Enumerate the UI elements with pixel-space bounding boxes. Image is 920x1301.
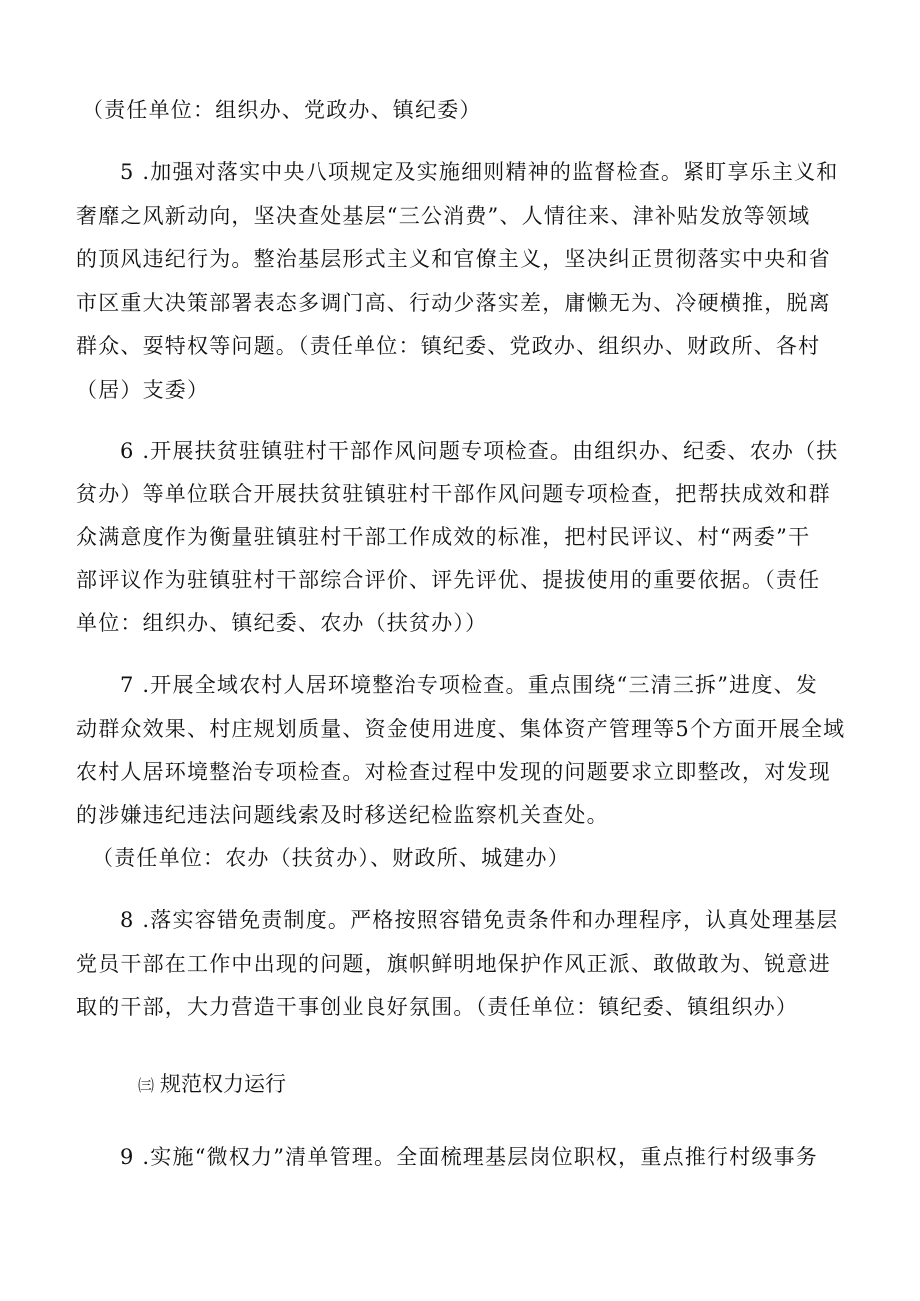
text-line: 市区重大决策部署表态多调门高、行动少落实差，庸懒无为、冷硬横推，脱离 [76,291,831,315]
text-line: 5 .加强对落实中央八项规定及实施细则精神的监督检查。紧盯享乐主义和 [120,160,839,184]
section-number: ㈢ [138,1076,155,1095]
text-line: （居）支委） [76,378,210,402]
text-line: 动群众效果、村庄规划质量、资金使用进度、集体资产管理等5个方面开展全域 [76,717,846,741]
text-line: 奢靡之风新动向，坚决查处基层“三公消费”、人情往来、津补贴发放等领域 [76,204,811,228]
section-heading [138,1070,286,1100]
text-line: （责任单位：农办（扶贫办）、财政所、城建办） [92,846,570,870]
text-line: 6 .开展扶贫驻镇驻村干部作风问题专项检查。由组织办、纪委、农办（扶 [120,439,839,463]
text-line: 的顶风违纪行为。整治基层形式主义和官僚主义，坚决纠正贯彻落实中央和省 [76,247,831,271]
text-line: 党员干部在工作中出现的问题，旗帜鲜明地保护作风正派、敢做敢为、锐意进 [76,952,831,976]
text-line: 8 .落实容错免责制度。严格按照容错免责条件和办理程序，认真处理基层 [120,908,839,932]
text-line: 众满意度作为衡量驻镇驻村干部工作成效的标准，把村民评议、村“两委”干 [76,525,811,549]
text-line: 单位：组织办、镇纪委、农办（扶贫办）） [76,611,488,635]
text-line: 7 .开展全域农村人居环境整治专项检查。重点围绕“三清三拆”进度、发 [120,673,818,697]
text-line: 9 .实施“微权力”清单管理。全面梳理基层岗位职权，重点推行村级事务 [120,1145,818,1169]
text-line: 群众、耍特权等问题。（责任单位：镇纪委、党政办、组织办、财政所、各村 [76,334,821,358]
text-line: （责任单位：组织办、党政办、镇纪委） [82,98,482,122]
text-line: 贫办）等单位联合开展扶贫驻镇驻村干部作风问题专项检查，把帮扶成效和群 [76,482,831,506]
text-line: 的涉嫌违纪违法问题线索及时移送纪检监察机关查处。 [76,803,609,827]
text-line: 部评议作为驻镇驻村干部综合评价、评先评优、提拔使用的重要依据。（责任 [76,568,821,592]
section-title: 规范权力运行 [160,1072,287,1096]
text-line: 农村人居环境整治专项检查。对检查过程中发现的问题要求立即整改，对发现 [76,760,831,784]
text-line: 取的干部，大力营造干事创业良好氛围。（责任单位：镇纪委、镇组织办） [76,995,799,1019]
